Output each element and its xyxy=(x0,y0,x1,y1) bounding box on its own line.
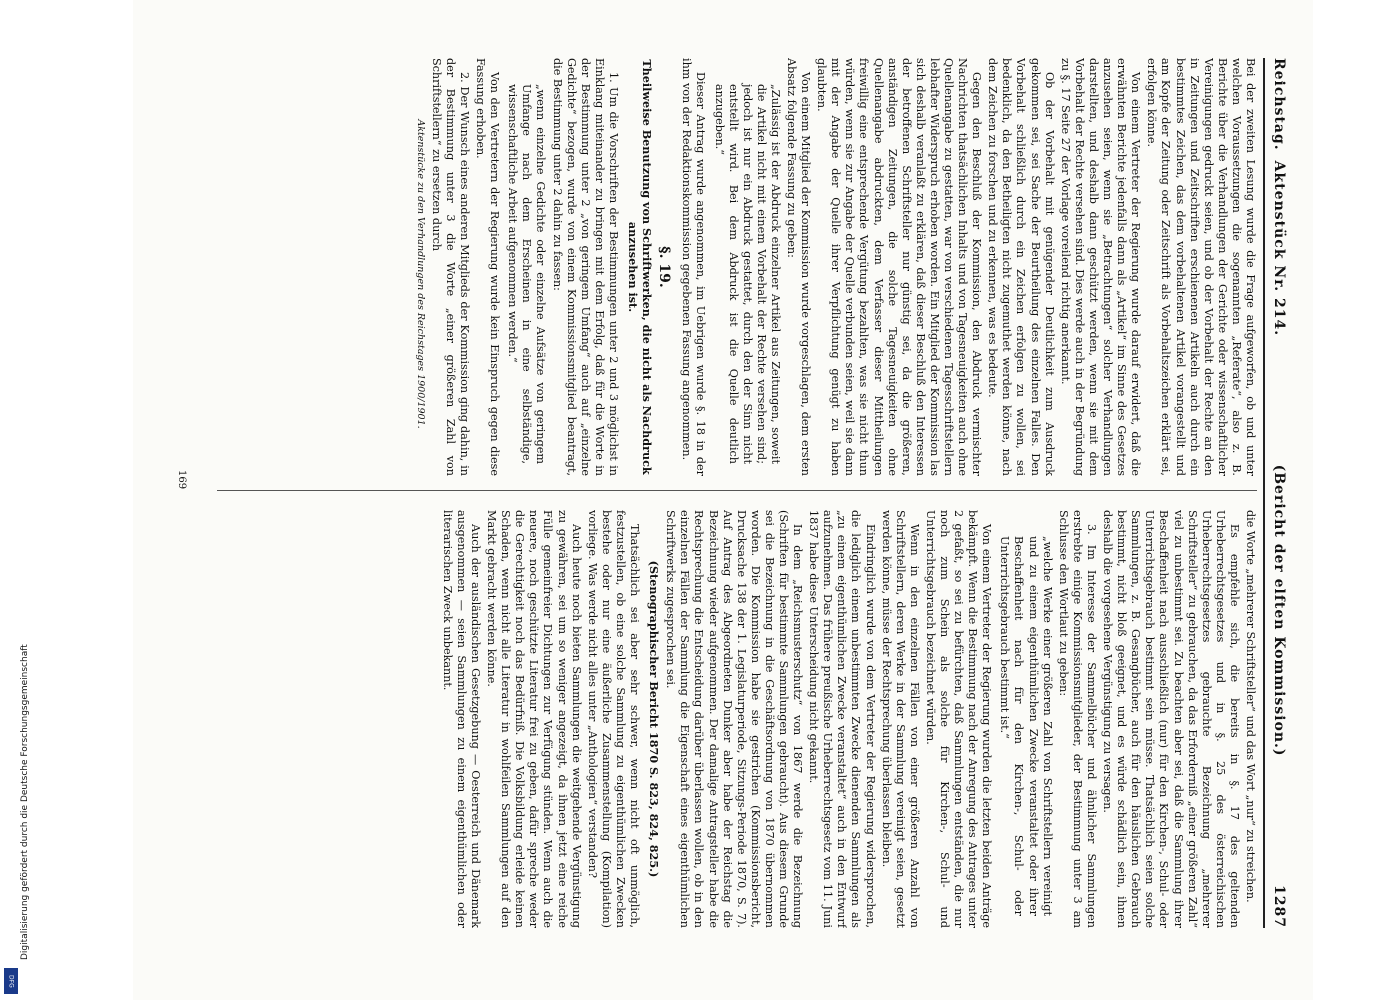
paragraph: Es empfehle sich, die bereits in §. 17 des geltenden Urheberrechtsgesetzes und in §. 25 des österreichischen Urheberrechtsgesetzes gebrauchte Bezeichnung „mehrerer Schriftsteller“ zu gebrauchen, da das Erforderniß „einer größeren Zahl“ viel zu unbestimmt sei. Zu beachten aber sei, daß die Sammlung ihrer Beschaffenheit nach ausschließlich (nur) für den Kirchen-, Schul- oder Unterrichtsgebrauch bestimmt sein müsse. Thatsächlich seien solche Sammlungen, z. B. Gesangbücher, auch für den häuslichen Gebrauch bestimmt, nicht bloß geeignet, und es würde schädlich sein, ihnen deshalb die vorgesehene Vergünstigung zu versagen. xyxy=(1101,510,1241,928)
page-header xyxy=(1267,58,1291,928)
paragraph: Von den Vertretern der Regierung wurde kein Einspruch gegen diese Fassung erhoben. xyxy=(474,58,502,476)
digitization-credit-sidebar xyxy=(0,0,40,1000)
paragraph: Auch heute noch bieten Sammlungen die weitgehende Vergünstigung zu gewähren, sei um so weniger angezeigt, da ihnen jetzt eine reiche Fülle gemeinfreier Dichtungen zur Verfügung stünden. Wenn auch die neuere, noch geschützte Literatur frei zu geben, dafür spreche weder die Gerechtigkeit noch das Bedürfniß. Die Volksbildung erleide keinen Schaden, wenn nicht alle Literatur in wohlfeilen Sammlungen auf den Markt gebracht werden könne. xyxy=(485,510,583,928)
quotation: „wenn einzelne Gedichte oder einzelne Aufsätze von geringem Umfange nach dem Erscheinen in eine selbständige, wissenschaftliche Arbeit aufgenommen werden.“ xyxy=(506,84,548,464)
right-column xyxy=(197,510,1257,928)
quotation: „welche Werke einer größeren Zahl von Schriftstellern vereinigt und zu einem eigenthümlichen Zwecke veranstaltet oder ihrer Beschaffenheit nach für den Kirchen-, Schul- oder Unterrichtsgebrauch bestimmt ist.“ xyxy=(998,536,1054,916)
paragraph: Von einem Mitglied der Kommission wurde vorgeschlagen, dem ersten Absatz folgende Fassung zu geben: xyxy=(785,58,813,476)
citation: (Stenographischer Bericht 1870 S. 823, 824, 825.) xyxy=(647,560,662,878)
header-title-left: Reichstag. xyxy=(1271,58,1287,151)
paragraph: Bei der zweiten Lesung wurde die Frage aufgeworfen, ob und unter welchen Voraussetzungen die sogenannten „Referate“, also z. B. Berichte über die Verhandlungen der Gerichte oder wissenschaftlicher Vereinigungen gedruckt seien, und ob der Vorbehalt der Rechte an den in Zeitungen und Zeitschriften erschienenen Artikeln auch durch ein bestimmtes Zeichen, das dem vorbehaltenen Artikel vorangestellt und am Kopfe der Zeitung oder Zeitschrift als Vorbehaltszeichen erklärt sei, erfolgen könne. xyxy=(1145,58,1257,476)
page-footer-number: 169 xyxy=(176,470,187,490)
paragraph: 1. Um die Vorschriften der Bestimmungen unter 2 und 3 möglichst in Einklang miteinander zu bringen mit dem Erfolg, daß für die Worte in der Bestimmung unter 2 „von geringem Umfang“ auch auf „einzelne Gedichte“ bezogen, wurde von einem Kommissionsmitglied beantragt, die Bestimmung unter 2 dahin zu fassen: xyxy=(550,58,620,476)
paragraph: Auch der ausländischen Gesetzgebung — Oesterreich und Dänemark ausgenommen — seien Sammlungen zu einem eigenthümlichen oder literarischen Zweck unbekannt. xyxy=(440,510,483,928)
paragraph: In dem „Reichsmusterschutz“ von 1867 werde die Bezeichnung (Schriften für bestimmte Sammlungen gebraucht). Aus diesem Grunde sei die Bezeichnung in die Geschäftsordnung von 1870 übernommen worden. Die Kommission habe sie gestrichen (Kommissionsbericht, Drucksache 138 der 1. Legislaturperiode, Sitzungs-Periode 1870, S. 7). Auf Antrag des Abgeordneten Dunker aber habe der Reichstag die Bezeichnung wieder aufgenommen. Der damalige Antragsteller habe die Rechtsprechung die Entscheidung darüber überlassen wollen, ob in den einzelnen Fällen der Sammlung die Eigenschaft eines eigenthümlichen Schriftwerks zugesprochen sei. xyxy=(664,510,805,928)
dfg-logo: DFG xyxy=(4,968,18,994)
paragraph: Von einem Vertreter der Regierung wurden die letzten beiden Anträge bekämpft. Wenn die Bestimmung nach der Anregung des Antrages unter 2 gefaßt, so sei zu befürchten, daß Sammlungen entständen, die nur noch zum Schein als solche für Kirchen-, Schul- und Unterrichtsgebrauch bezeichnet würden. xyxy=(923,510,994,928)
paragraph: Thatsächlich sei aber sehr schwer, wenn nicht oft unmöglich, festzustellen, ob eine solche Sammlung zu eigenthümlichen Zwecken bestehe oder nur eine äußerliche Zusammenstellung (Kompilation) vorliege. Was werde nicht alles unter „Anthologien“ verstanden? xyxy=(585,510,642,928)
paragraph: Gegen den Beschluß der Kommission, den Abdruck vermischter Nachrichten thatsächlichen Inhalts und von Tagesneuigkeiten auch ohne Quellenangabe zu gestatten, war von verschiedenen Tagesschriftstellern lebhafter Widerspruch erhoben worden. Ein Mitglied der Kommission las sich deshalb veranlaßt zu erklären, daß dieser Beschluß den Interessen der betroffenen Schriftsteller nur günstig sei, da die größeren, anständigen Zeitungen, die solche Tagesneuigkeiten ohne Quellenangabe abdruckten, dem Verfasser dieser Mittheilungen freiwillig eine entsprechende Vergütung bezahlten, was sie nicht thun würden, wenn sie zur Angabe der Quelle verbunden seien, weil sie dann mit der Angabe der Quelle ihrer Verpflichtung genügt zu haben glaubten. xyxy=(815,58,984,476)
footnote: Aktenstücke zu den Verhandlungen des Reichstages 1900/1901. xyxy=(414,119,426,429)
paragraph: Eindringlich wurde von dem Vertreter der Regierung widersprochen, die lediglich einem unbestimmten Zwecke dienenden Sammlungen als „zu einem eigenthümlichen Zwecke veranstaltet“ auch in den Entwurf aufzunehmen. Das frühere preußische Urheberrechtsgesetz vom 11. Juni 1837 habe diese Unterscheidung nicht gekannt. xyxy=(807,510,877,928)
paragraph: die Worte „mehrerer Schriftsteller“ und das Wort „nur“ zu streichen. xyxy=(1244,510,1257,903)
paragraph: Wenn in den einzelnen Fällen von einer größeren Anzahl von Schriftstellern, deren Werke in der Sammlung vereinigt seien, gesetzt werden könne, müsse der Rechtsprechung überlassen bleiben. xyxy=(879,510,921,928)
header-page-number: 1287 xyxy=(1271,885,1287,928)
header-title-mid: Aktenstück Nr. 214. xyxy=(1271,160,1287,337)
header-rule xyxy=(1263,58,1265,928)
header-title-right: (Bericht der elften Kommission.) xyxy=(1271,464,1287,757)
paragraph: Dieser Antrag wurde angenommen, im Uebrigen wurde §. 18 in der ihm von der Redaktionskommission gegebenen Fassung angenommen. xyxy=(680,58,708,476)
section-subtitle: Theilweise Benutzung von Schriftwerken, die nicht als Nachdruck anzusehen ist. xyxy=(626,59,655,475)
paragraph: Ob der Vorbehalt mit genügender Deutlichkeit zum Ausdruck gekommen sei, sei Sache der Beurtheilung des einzelnen Falles. Den Vorbehalt schließlich durch ein Zeichen erfolgen zu wollen, sei bedenklich, da den Betheiligten nicht zugemuthet werden könne, nach dem Zeichen zu forschen und zu erkennen, was es bedeute. xyxy=(986,58,1056,476)
left-column xyxy=(197,58,1257,476)
paragraph: 2. Der Wunsch eines anderen Mitglieds der Kommission ging dahin, in der Bestimmung unter 3 die Worte „einer größeren Zahl von Schriftstellern“ zu ersetzen durch xyxy=(429,58,472,476)
paragraph: Von einem Vertreter der Regierung wurde darauf erwidert, daß die erwähnten Berichte jedenfalls dann als „Artikel“ im Sinne des Gesetzes anzusehen seien, wenn sie „Betrachtungen“ solcher Verhandlungen darstellten, und deshalb dann geschützt werden, wenn sie mit dem Vorbehalt der Rechte versehen sind. Dies werde auch in der Begründung zu §. 17 Seite 27 der Vorlage voreilend richtig anerkannt. xyxy=(1058,58,1143,476)
digitization-credit: Digitalisierung gefördert durch die Deutsche Forschungsgemeinschaft xyxy=(20,644,30,960)
paragraph: 3. Im Interesse der Sammelbücher und ähnlicher Sammlungen erstrebte einige Kommissionsmitglieder, der Bestimmung unter 3 am Schlusse den Wortlaut zu geben: xyxy=(1056,510,1098,928)
column-divider xyxy=(217,490,1257,491)
scanned-page xyxy=(133,0,1313,1000)
quotation: „Zulässig ist der Abdruck einzelner Artikel aus Zeitungen, soweit die Artikel nicht mit einem Vorbehalt der Rechte versehen sind; jedoch ist nur ein Abdruck gestattet, durch den der Sinn nicht entstellt wird. Bei dem Abdruck ist die Quelle deutlich anzugeben.“ xyxy=(712,84,782,464)
section-title: §. 19. xyxy=(656,246,673,288)
